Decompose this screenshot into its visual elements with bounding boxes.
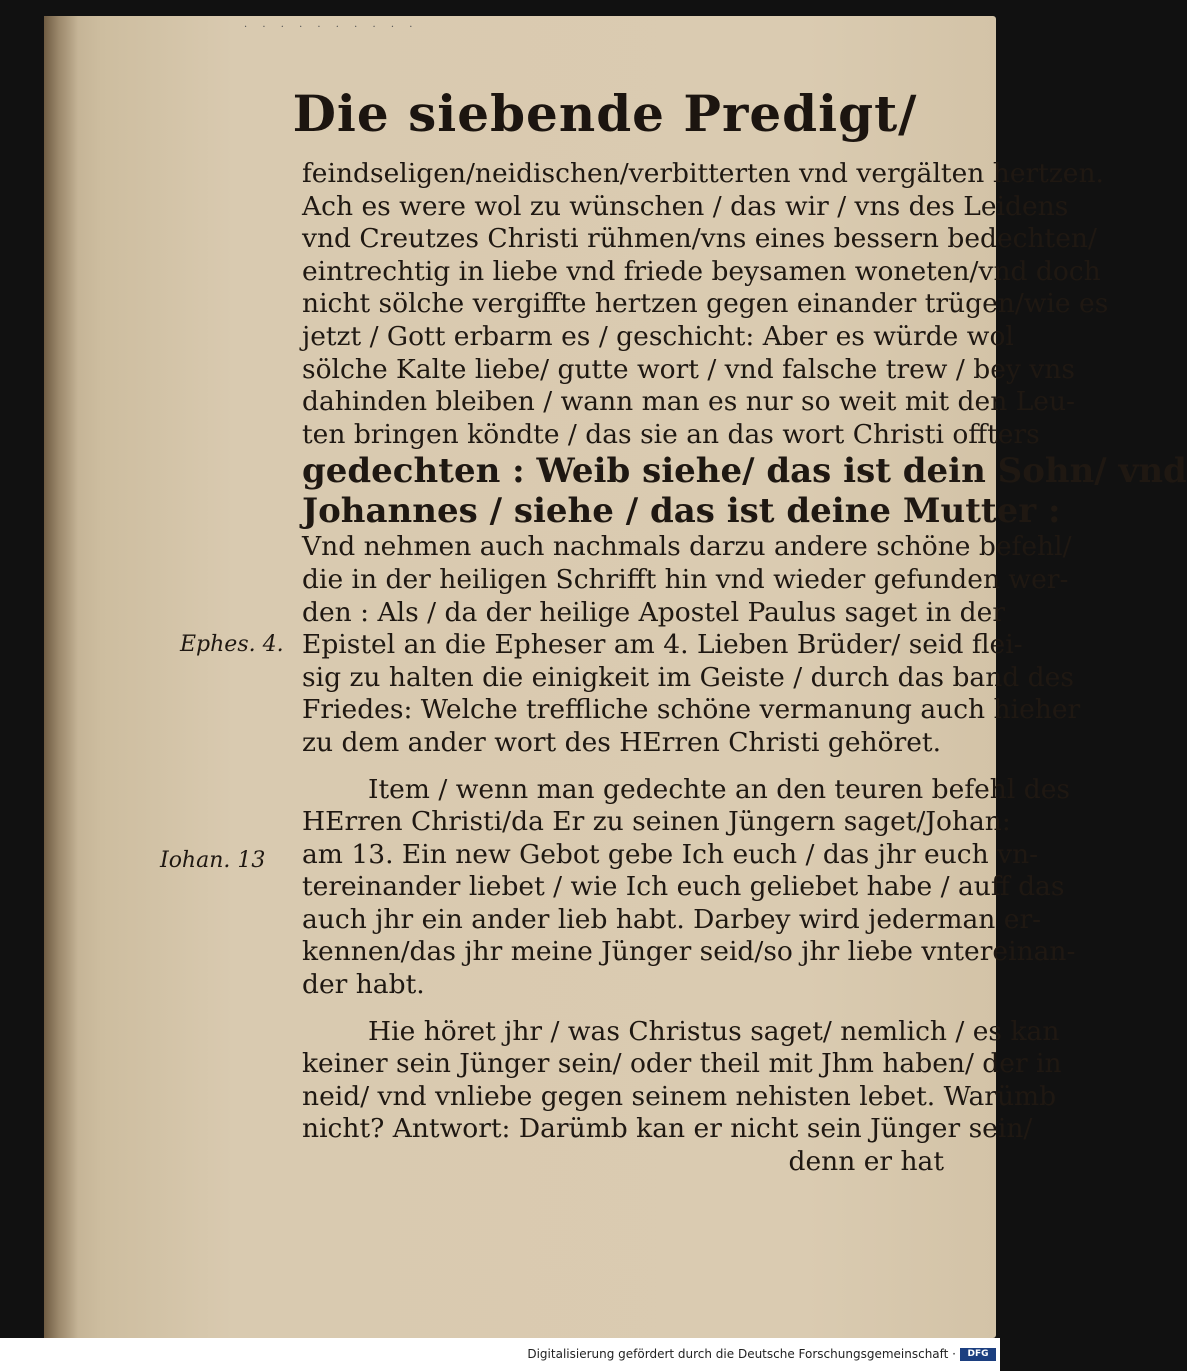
dfg-logo: DFG: [960, 1348, 996, 1361]
page-body: [302, 158, 1187, 1179]
text-line: kennen/das jhr meine Jünger seid/so jhr liebe vntereinan-: [302, 936, 1076, 968]
text-line: keiner sein Jünger sein/ oder theil mit Jhm haben/ der in: [302, 1048, 1062, 1080]
text-line: den : Als / da der heilige Apostel Paulus saget in der: [302, 596, 1006, 628]
text-line: Ach es were wol zu wünschen / das wir / vns des Leidens: [302, 190, 1069, 222]
text-line: Friedes: Welche treffliche schöne vermanung auch hieher: [302, 694, 1081, 726]
text-line: Vnd nehmen auch nachmals darzu andere schöne befehl/: [302, 531, 1072, 563]
text-line: ten bringen köndte / das sie an das wort Christi offters: [302, 418, 1040, 450]
text-line: feindseligen/neidischen/verbitterten vnd vergälten hertzen.: [302, 158, 1104, 189]
catchword: denn er hat: [788, 1146, 944, 1178]
page-title: Die siebende Predigt/: [292, 84, 918, 143]
text-line: die in der heiligen Schrifft hin vnd wieder gefunden wer-: [302, 563, 1069, 595]
margin-note-ephes: Ephes. 4.: [180, 632, 284, 657]
top-edge-marks: · · · · · · · · · ·: [244, 22, 419, 33]
text-line: neid/ vnd vnliebe gegen seinem nehisten lebet. Warümb: [302, 1080, 1057, 1112]
text-line: Hie höret jhr / was Christus saget/ nemlich / es kan: [368, 1015, 1060, 1047]
text-line: eintrechtig in liebe vnd friede beysamen woneten/vnd doch: [302, 255, 1101, 287]
text-line: dahinden bleiben / wann man es nur so weit mit den Leu-: [302, 386, 1075, 418]
text-line: tereinander liebet / wie Ich euch geliebet habe / auff das: [302, 871, 1065, 903]
text-line: Epistel an die Epheser am 4. Lieben Brüder/ seid flei-: [302, 629, 1023, 661]
book-page: [44, 16, 1187, 1338]
text-line: jetzt / Gott erbarm es / geschicht: Aber es würde wol: [302, 320, 1014, 352]
footer-bar: [0, 1338, 1000, 1371]
text-line: am 13. Ein new Gebot gebe Ich euch / das jhr euch vn-: [302, 838, 1039, 870]
footer-credit: Digitalisierung gefördert durch die Deutsche Forschungsgemeinschaft ·: [527, 1347, 956, 1361]
text-line: sig zu halten die einigkeit im Geiste / durch das band des: [302, 661, 1074, 693]
text-line-emphasis: Johannes / siehe / das ist deine Mutter :: [302, 491, 1061, 532]
text-line: HErren Christi/da Er zu seinen Jüngern saget/Johan:: [302, 806, 1011, 838]
text-line: der habt.: [302, 969, 425, 1001]
margin-note-iohan: Iohan. 13: [160, 848, 266, 873]
text-line: zu dem ander wort des HErren Christi gehöret.: [302, 726, 941, 758]
text-line: vnd Creutzes Christi rühmen/vns eines bessern bedechten/: [302, 223, 1097, 255]
text-line: Item / wenn man gedechte an den teuren befehl des: [368, 773, 1071, 805]
text-line: sölche Kalte liebe/ gutte wort / vnd falsche trew / bey vns: [302, 353, 1075, 385]
text-line: auch jhr ein ander lieb habt. Darbey wird jederman er-: [302, 903, 1042, 935]
text-line: nicht sölche vergiffte hertzen gegen einander trügen/wie es: [302, 288, 1109, 320]
text-line: nicht? Antwort: Darümb kan er nicht sein Jünger sein/: [302, 1113, 1033, 1145]
text-line-emphasis: gedechten : Weib siehe/ das ist dein Sohn/ vnd: [302, 451, 1187, 492]
